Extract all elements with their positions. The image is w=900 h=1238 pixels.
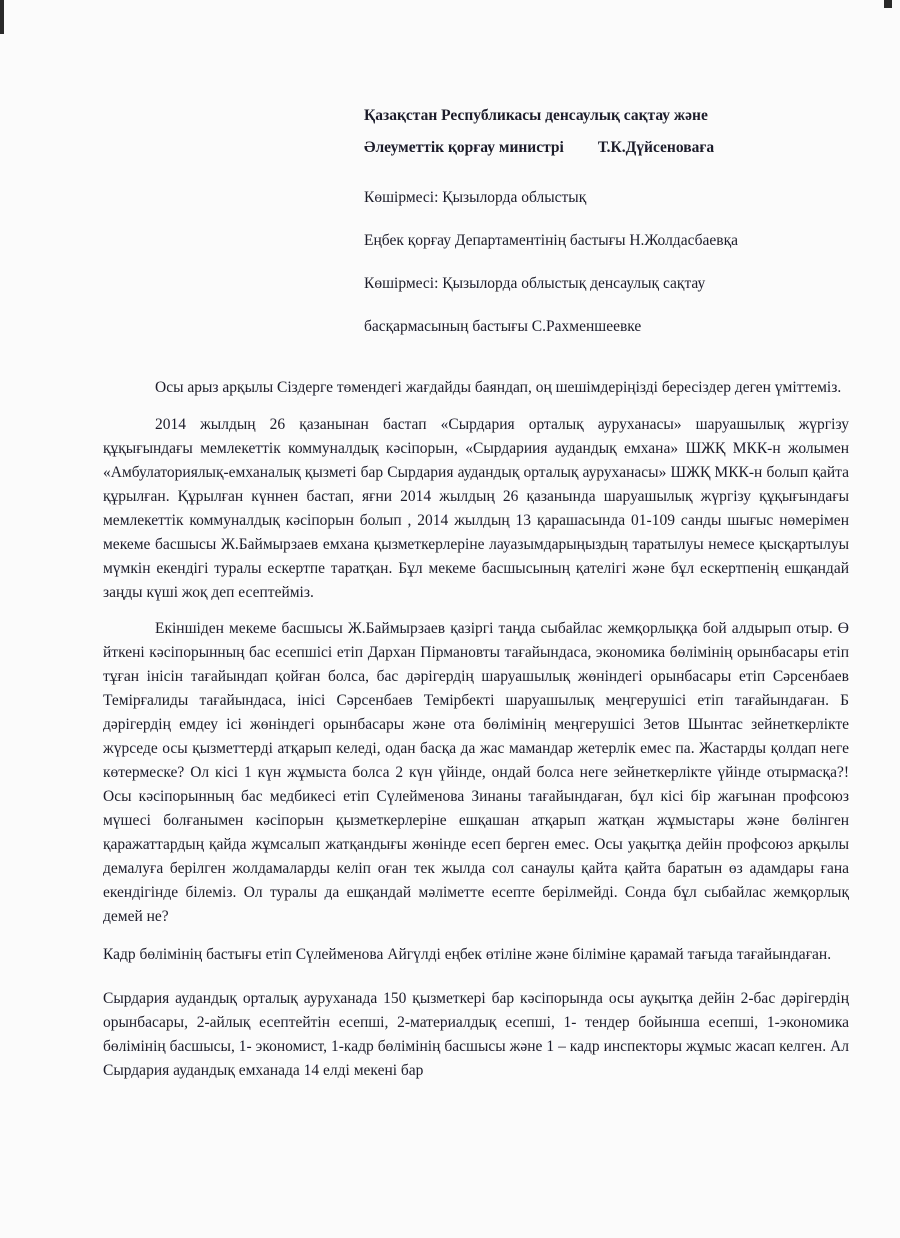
paragraph-corruption: Екіншіден мекеме басшысы Ж.Баймырзаев қазіргі таңда сыбайлас жемқорлыққа бой алдырып отыр. Ө йткені кәсіпорынның бас есепшісі етіп Дархан Пірмановты тағайындаса, экономика бөлімінің орынбасары етіп тұған інісін тағайындап қойған болса, бас дәрігердің шаруашылық жөніндегі орынбасары етіп Сәрсенбаев Темірғалиды тағайындаса, інісі Сәрсенбаев Темірбекті шаруашылық меңгерушісі етіп тағайындаған. Б дәрігердің емдеу ісі жөніндегі орынбасары және ота бөлімінің меңгерушісі Зетов Шынтас зейнеткерлікте жүрседе осы қызметтерді атқарып келеді, одан басқа да жас мамандар жетерлік емес па. Жастарды қолдап неге көтермеске? Ол кісі 1 күн жұмыста болса 2 күн үйінде, ондай болса неге зейнеткерлікте үйінде отырмасқа?! Осы кәсіпорынның бас медбикесі етіп Сүлейменова Зинаны тағайындаған, бұл кісі бір жағынан профсоюз мүшесі болғанымен кәсіпорын қызметкерлеріне ешқашан атқарып жатқан жұмыстары және бөлінген қаражаттардың қайда жұмсалып жатқандығы жөнінде есеп берген емес. Осы уақытқа дейін профсоюз арқылы демалуға берілген жолдамаларды келіп оған тек жылда сол санаулы қайта қайта баратын өз адамдары ғана екендігінде білеміз. Ол туралы да ешқандай мәліметте есепте берілмейді. Сонда бұл сыбайлас жемқорлық демей не? — [103, 620, 849, 925]
paragraph-intro: Осы арыз арқылы Сіздерге төмендегі жағдайды баяндап, оң шешімдеріңізді бересіздер деген үміттеміз. — [155, 379, 842, 396]
scan-corner-mark — [884, 0, 892, 8]
letter-body — [103, 376, 849, 1083]
paragraph-reorganization: 2014 жылдың 26 қазанынан бастап «Сырдария орталық ауруханасы» шаруашылық жүргізу құқығындағы мемлекеттік коммуналдық кәсіпорын, «Сырдариия аудандық емхана» ШЖҚ МКК-н жолымен «Амбулаториялық-емханалық қызметі бар Сырдария аудандық орталық ауруханасы» ШЖҚ МКК-н болып қайта құрылған. Құрылған күннен бастап, яғни 2014 жылдың 26 қазанында шаруашылық жүргізу құқығындағы мемлекеттік коммуналдық кәсіпорын болып , 2014 жылдың 13 қарашасында 01-109 санды шығыс нөмерімен мекеме басшысы Ж.Баймырзаев емхана қызметкерлеріне лауазымдарыңыздың таратылуы немесе қысқартылуы мүмкін екендігі туралы ескертпе таратқан. Бұл мекеме басшысының қателігі және бұл ескертпенің ешқандай заңды күші жоқ деп есептейміз. — [103, 416, 849, 601]
scan-edge-mark — [0, 0, 4, 34]
paragraph-staff: Сырдария аудандық орталық ауруханада 150 қызметкері бар кәсіпорында осы ауқытқа дейін 2-бас дәрігердің орынбасары, 2-айлық есептейтін есепші, 2-материалдық есепші, 1- тендер бойынша есепші, 1-экономика бөлімінің басшысы, 1- экономист, 1-кадр бөлімінің басшысы және 1 – кадр инспекторы жұмыс жасап келген. Ал Сырдария аудандық емханада 14 елді мекені бар — [103, 990, 849, 1079]
addressee-line-minister — [364, 138, 844, 158]
addressee-line-ministry: Қазақстан Республикасы денсаулық сақтау және — [364, 107, 708, 124]
addressee-title: Әлеуметтік қорғау министрі — [364, 139, 564, 156]
copy-line-1: Көшірмесі: Қызылорда облыстық — [364, 189, 587, 206]
copy-line-2: Еңбек қорғау Департаментінің бастығы Н.Жолдасбаевқа — [364, 232, 739, 249]
addressee-block — [364, 106, 844, 360]
copy-line-3: Көшірмесі: Қызылорда облыстық денсаулық сақтау — [364, 275, 706, 292]
paragraph-hr-head: Кадр бөлімінің бастығы етіп Сүлейменова Айгүлді еңбек өтіліне және біліміне қарамай тағыда тағайындаған. — [103, 946, 832, 963]
addressee-name: Т.К.Дүйсеноваға — [597, 139, 715, 156]
copy-line-4: басқармасының бастығы С.Рахменшеевке — [364, 318, 642, 335]
